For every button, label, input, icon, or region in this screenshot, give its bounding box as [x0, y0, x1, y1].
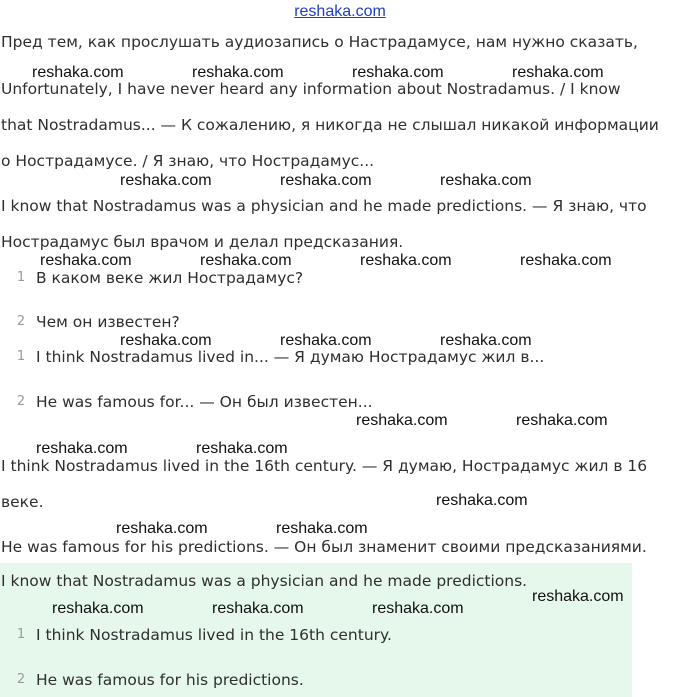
watermark: reshaka.com: [200, 252, 292, 269]
watermark: reshaka.com: [192, 64, 284, 81]
watermark: reshaka.com: [120, 172, 212, 189]
intro-line-2: Unfortunately, I have never heard any information about Nostradamus. / I know: [1, 80, 621, 98]
example-line-1: I know that Nostradamus was a physician and he made predictions. — Я знаю, что: [1, 197, 647, 215]
translation-line-2: веке.: [1, 493, 44, 511]
translation-line-3: He was famous for his predictions. — Он был знаменит своими предсказаниями.: [1, 538, 647, 556]
intro-line-1: Пред тем, как прослушать аудиозапись о Настрадамусе, нам нужно сказать,: [1, 33, 638, 51]
answer-item-2: He was famous for his predictions.: [36, 671, 304, 689]
watermark: reshaka.com: [512, 64, 604, 81]
watermark: reshaka.com: [360, 252, 452, 269]
watermark: reshaka.com: [280, 332, 372, 349]
watermark: reshaka.com: [212, 600, 304, 617]
site-link[interactable]: reshaka.com: [294, 3, 386, 20]
watermark: reshaka.com: [436, 492, 528, 509]
phrase-1: I think Nostradamus lived in... — Я думаю Нострадамус жил в...: [36, 348, 545, 366]
answer-number-2: 2: [16, 672, 26, 687]
watermark: reshaka.com: [196, 440, 288, 457]
watermark: reshaka.com: [276, 520, 368, 537]
question-number-2: 2: [16, 314, 26, 329]
question-2: Чем он известен?: [36, 313, 180, 331]
watermark: reshaka.com: [116, 520, 208, 537]
intro-line-3: that Nostradamus... — К сожалению, я никогда не слышал никакой информации: [1, 116, 659, 134]
answer-item-1: I think Nostradamus lived in the 16th century.: [36, 626, 392, 644]
intro-line-4: о Нострадамусе. / Я знаю, что Нострадамус...: [1, 152, 375, 170]
question-1: В каком веке жил Нострадамус?: [36, 269, 304, 287]
question-number-1: 1: [16, 270, 26, 285]
phrase-2: He was famous for... — Он был известен...: [36, 393, 373, 411]
watermark: reshaka.com: [532, 588, 624, 605]
watermark: reshaka.com: [356, 412, 448, 429]
example-line-2: Нострадамус был врачом и делал предсказания.: [1, 233, 404, 251]
watermark: reshaka.com: [520, 252, 612, 269]
watermark: reshaka.com: [440, 172, 532, 189]
phrase-number-1: 1: [16, 349, 26, 364]
watermark: reshaka.com: [32, 64, 124, 81]
answer-heading: I know that Nostradamus was a physician and he made predictions.: [1, 572, 528, 590]
answer-number-1: 1: [16, 627, 26, 642]
watermark: reshaka.com: [352, 64, 444, 81]
watermark: reshaka.com: [372, 600, 464, 617]
watermark: reshaka.com: [36, 440, 128, 457]
translation-line-1: I think Nostradamus lived in the 16th century. — Я думаю, Нострадамус жил в 16: [1, 457, 648, 475]
watermark: reshaka.com: [52, 600, 144, 617]
watermark: reshaka.com: [280, 172, 372, 189]
watermark: reshaka.com: [120, 332, 212, 349]
phrase-number-2: 2: [16, 394, 26, 409]
watermark: reshaka.com: [516, 412, 608, 429]
watermark: reshaka.com: [40, 252, 132, 269]
watermark: reshaka.com: [440, 332, 532, 349]
